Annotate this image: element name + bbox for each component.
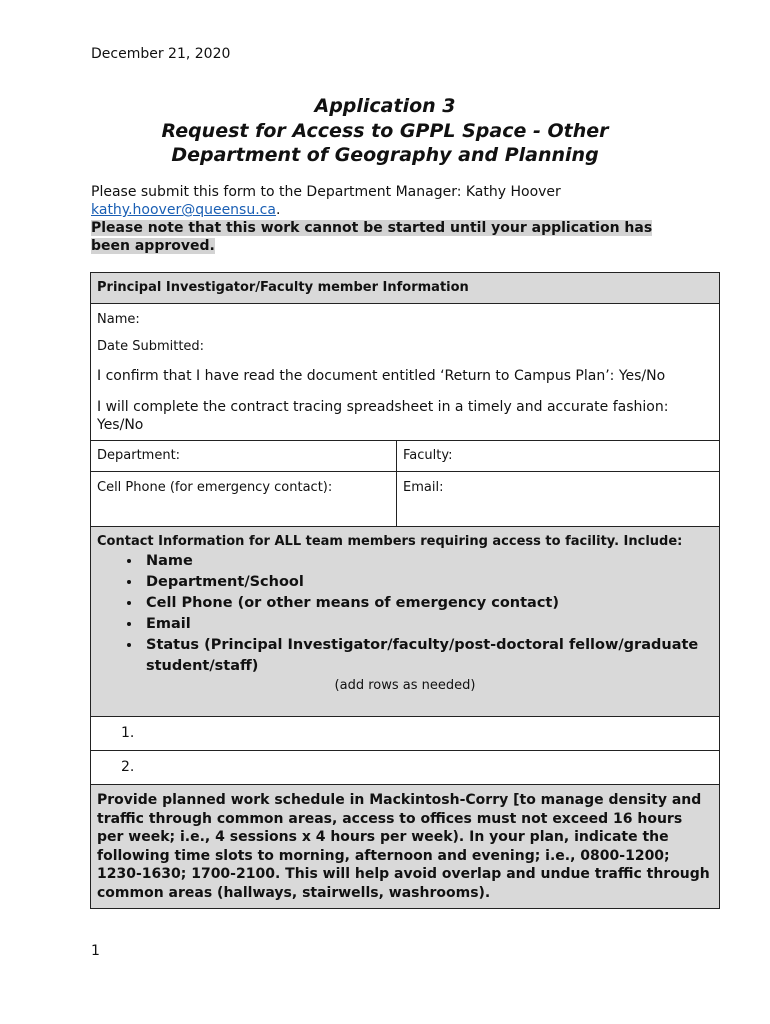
- date-submitted-label: Date Submitted:: [97, 339, 205, 354]
- manager-email-link[interactable]: kathy.hoover@queensu.ca: [91, 202, 276, 218]
- document-date: December 21, 2020: [91, 46, 231, 62]
- contact-info-lead: Contact Information for ALL team members requiring access to facility. Include:: [97, 534, 683, 549]
- return-plan-confirmation: I confirm that I have read the document entitled ‘Return to Campus Plan’: Yes/No: [97, 368, 666, 384]
- approval-note: Please note that this work cannot be started until your application has been approved.: [91, 220, 653, 254]
- team-member-row-1[interactable]: 1.: [91, 717, 720, 751]
- title-line-2: Request for Access to GPPL Space - Other: [161, 119, 609, 142]
- list-item: • Cell Phone (or other means of emergency contact): [142, 593, 713, 614]
- document-title-block: [0, 94, 770, 168]
- contact-info-section: [91, 527, 720, 717]
- pi-info-cell[interactable]: [91, 304, 720, 441]
- add-rows-note: (add rows as needed): [334, 678, 476, 693]
- submit-instruction: Please submit this form to the Department Manager: Kathy Hoover: [91, 184, 561, 200]
- title-line-3: Department of Geography and Planning: [171, 144, 599, 166]
- list-item: • Department/School: [142, 572, 713, 593]
- page-number: 1: [91, 943, 100, 959]
- email-suffix: .: [275, 202, 281, 218]
- list-item: • Status (Principal Investigator/faculty/post-doctoral fellow/graduate student/staff): [142, 635, 713, 677]
- list-item: • Email: [142, 614, 713, 635]
- team-member-row-2[interactable]: 2.: [91, 751, 720, 785]
- work-schedule-instructions: Provide planned work schedule in Mackintosh-Corry [to manage density and traffic through common areas, access to offices must not exceed 16 hours per week; i.e., 4 sessions x 4 hours per week). In your plan, indicate the following time slots to morning, afternoon and evening; i.e., 0800-1200; 1230-1630; 1700-2100. This will help avoid overlap and undue traffic through common areas (hallways, stairwells, washrooms).: [91, 785, 720, 909]
- cell-phone-field[interactable]: Cell Phone (for emergency contact):: [91, 472, 397, 527]
- name-label: Name:: [97, 312, 140, 327]
- contact-tracing-confirmation: I will complete the contract tracing spreadsheet in a timely and accurate fashion: Yes/No: [97, 399, 669, 433]
- pi-info-header: Principal Investigator/Faculty member Information: [91, 273, 720, 304]
- intro-section: [91, 183, 691, 255]
- application-form-table: [90, 272, 720, 909]
- department-field[interactable]: Department:: [91, 441, 397, 472]
- title-line-1: Application 3: [314, 95, 456, 117]
- faculty-field[interactable]: Faculty:: [397, 441, 720, 472]
- email-field[interactable]: Email:: [397, 472, 720, 527]
- contact-info-list: [97, 551, 713, 677]
- list-item: • Name: [142, 551, 713, 572]
